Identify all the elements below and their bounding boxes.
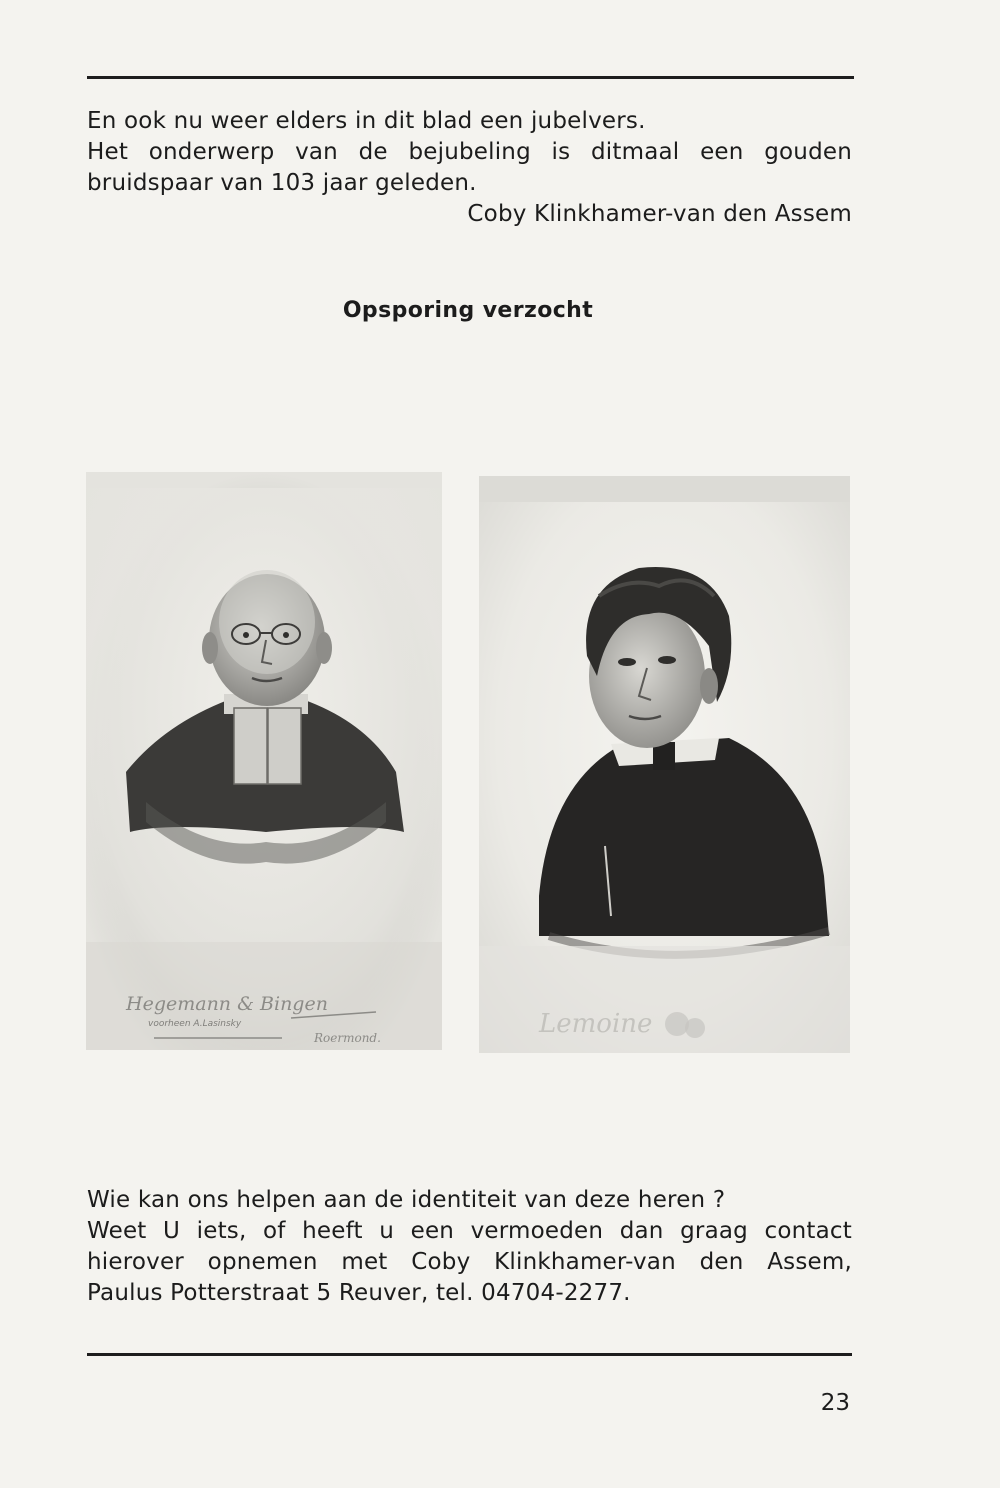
outro-line-2: Weet U iets, of heeft u een vermoeden dan graag contact	[87, 1218, 852, 1244]
intro-signature: Coby Klinkhamer-van den Assem	[467, 201, 852, 227]
page-number: 23	[820, 1390, 850, 1416]
outro-line-1: Wie kan ons helpen aan de identiteit van deze heren ?	[87, 1187, 726, 1213]
studio-formerly: voorheen A.Lasinsky	[148, 1019, 242, 1029]
intro-line-3: bruidspaar van 103 jaar geleden.	[87, 170, 477, 196]
section-heading: Opsporing verzocht	[342, 298, 594, 323]
portrait-photo-right	[479, 476, 850, 1053]
top-rule	[87, 76, 854, 79]
studio-city: Roermond.	[314, 1031, 381, 1045]
bottom-rule	[87, 1353, 852, 1356]
intro-paragraph	[87, 106, 852, 230]
portrait-photo-left	[86, 472, 442, 1050]
studio-mark: Lemoine	[539, 1009, 653, 1039]
studio-signature: Hegemann & Bingen	[126, 993, 328, 1015]
outro-line-3: hierover opnemen met Coby Klinkhamer-van den Assem,	[87, 1249, 852, 1275]
intro-line-1: En ook nu weer elders in dit blad een jubelvers.	[87, 108, 646, 134]
intro-line-2: Het onderwerp van de bejubeling is ditmaal een gouden	[87, 139, 852, 165]
outro-line-4: Paulus Potterstraat 5 Reuver, tel. 04704-2277.	[87, 1280, 631, 1306]
outro-paragraph	[87, 1185, 852, 1309]
